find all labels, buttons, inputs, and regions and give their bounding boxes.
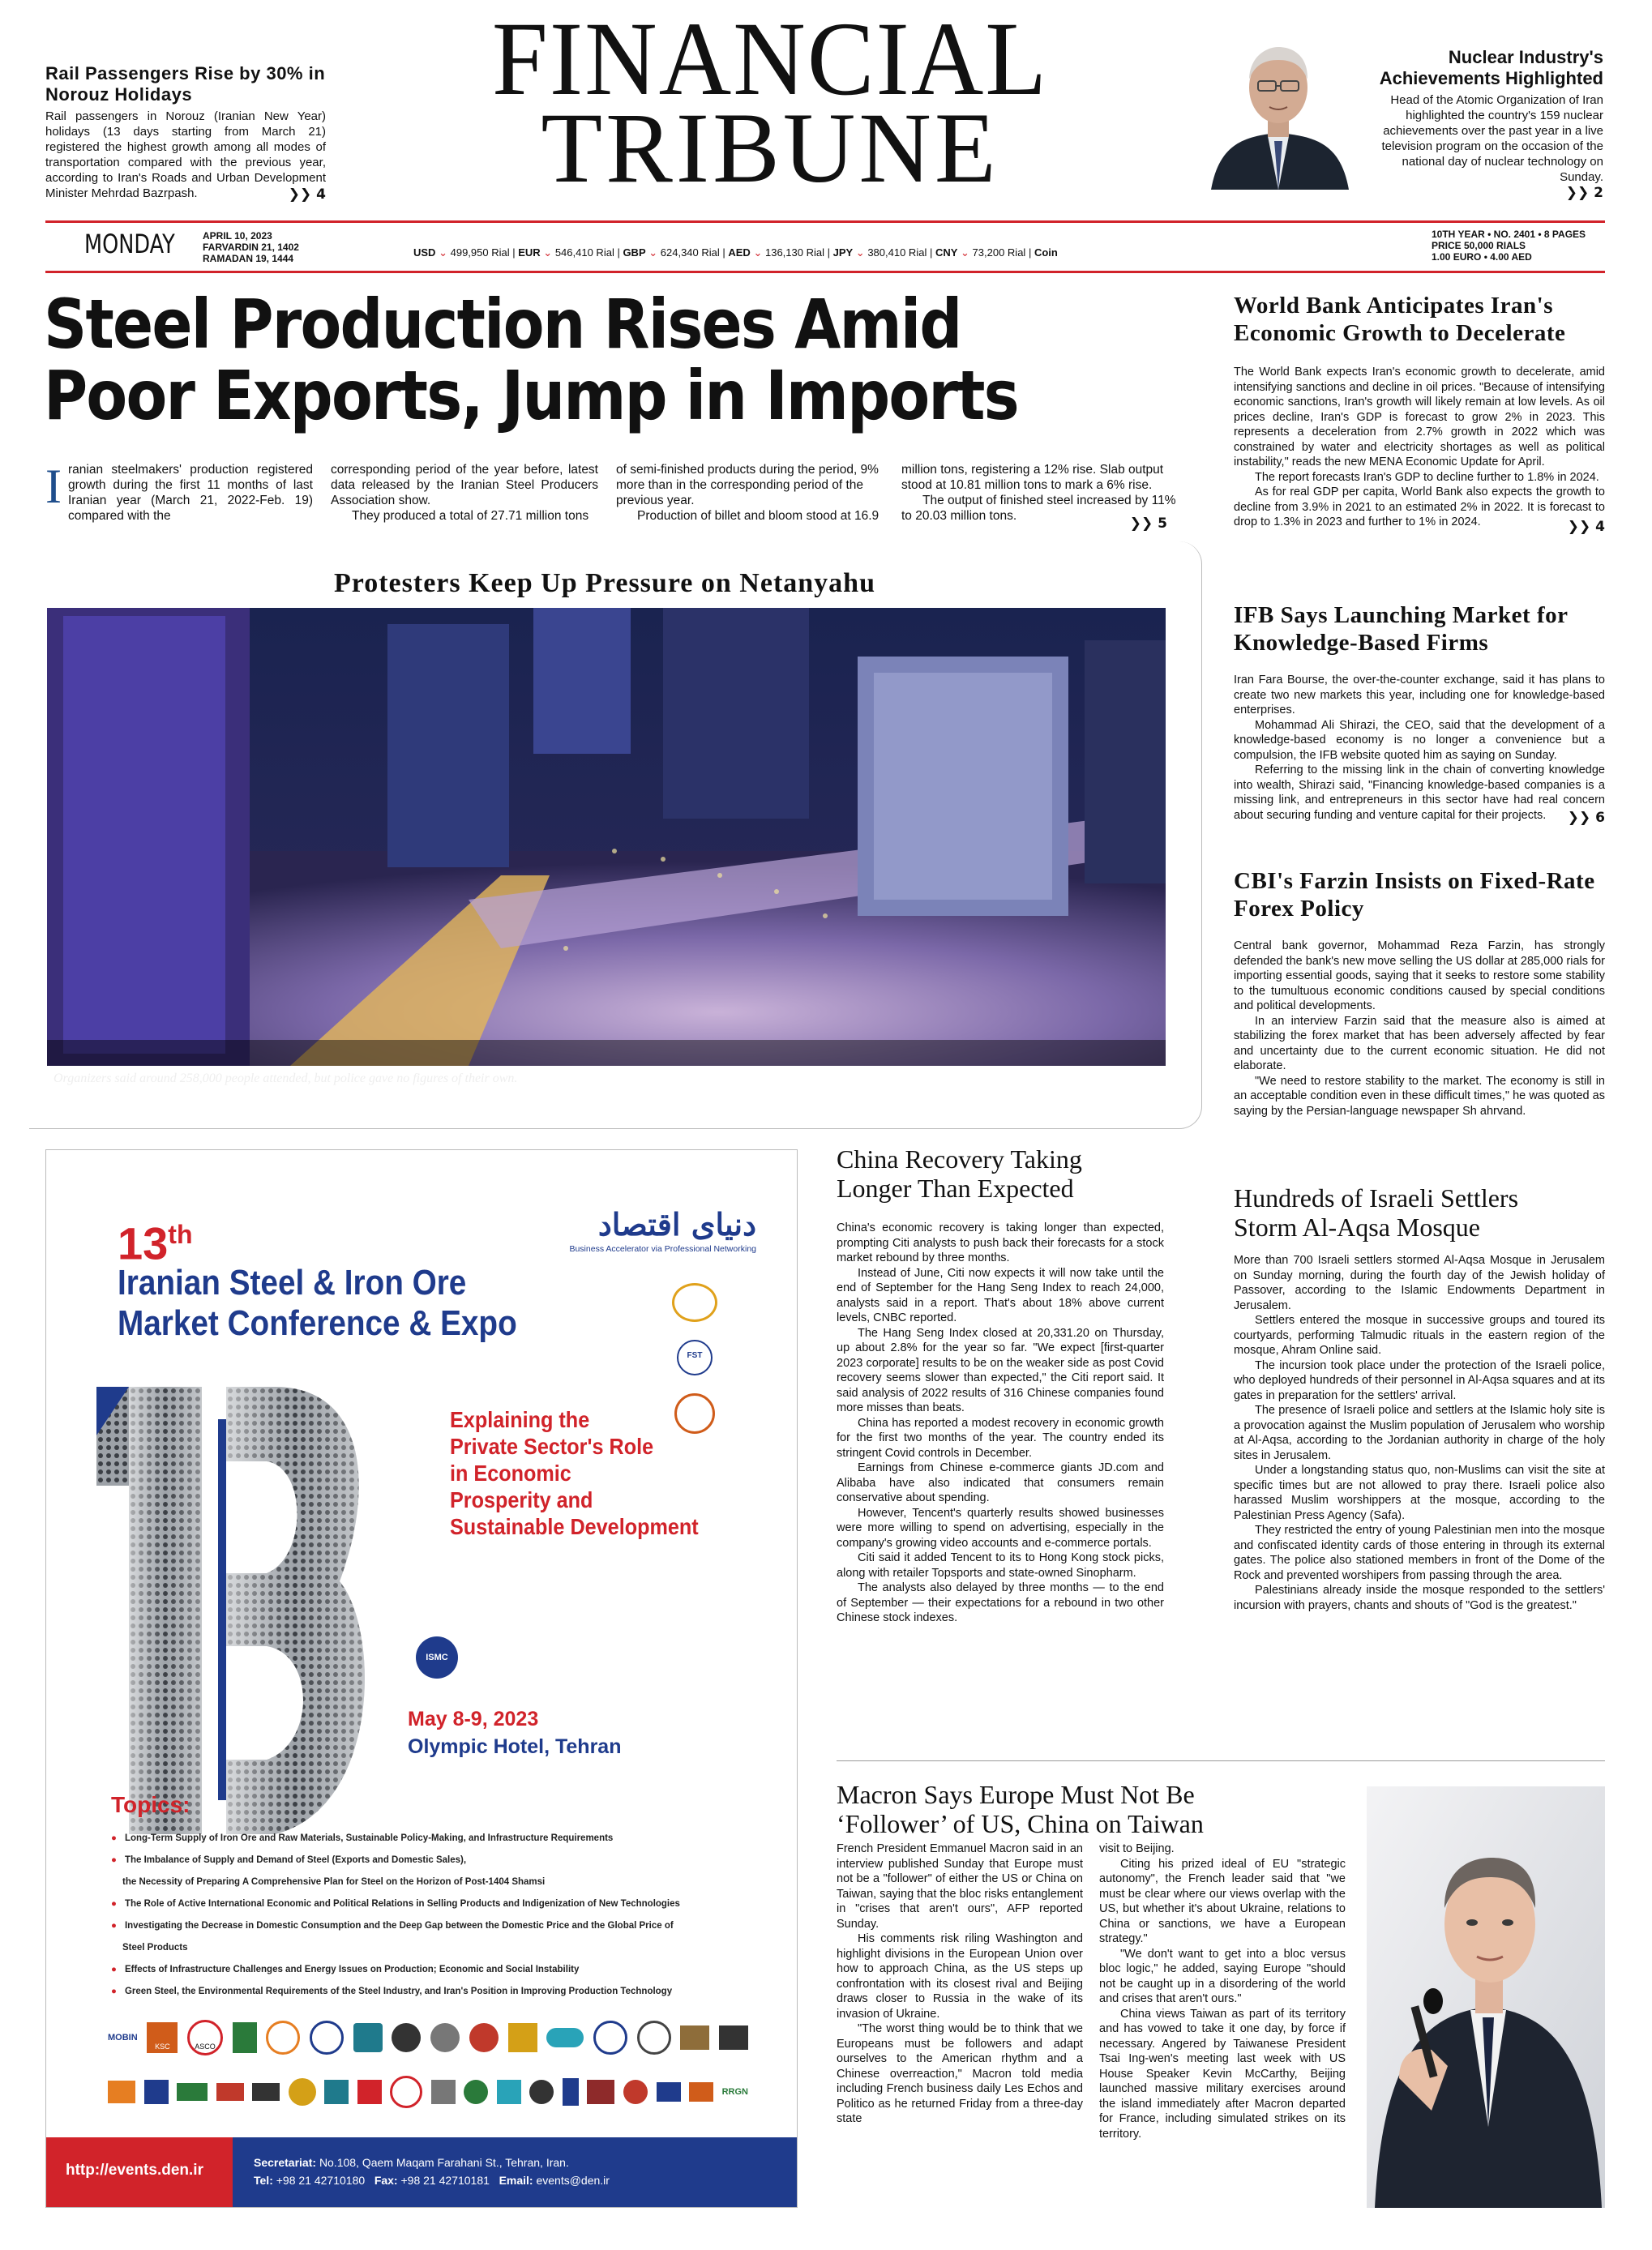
macron-c2-p4: China views Taiwan as part of its territory and has vowed to take it one day, by force if necessary. Angered by Taiwanese President Tsai Ing-wen's meeting last week with US House Speaker Kevin McCarthy, Beijing launched massive military exercises around the island immediately after Macron departed for France, including simulated strikes on its territory. <box>1099 2007 1346 2141</box>
date-persian: FARVARDIN 21, 1402 <box>203 242 299 253</box>
sponsor-logo <box>108 2081 135 2103</box>
masthead-date <box>203 230 299 264</box>
lead-drop-cap: I <box>45 460 62 513</box>
lead-ref: 5 <box>1158 515 1167 532</box>
sponsor-row-1 <box>108 2017 748 2058</box>
aqsa-story[interactable] <box>1234 1183 1605 1613</box>
aqsa-p2: Settlers entered the mosque in successive groups and toured its courtyards, performing Talmudic rituals in the eastern region of the mosque, Ahram Online said. <box>1234 1314 1605 1357</box>
ad-title-line2: Market Conference & Expo <box>118 1303 517 1343</box>
masthead-title[interactable] <box>413 0 1127 203</box>
sponsor-logo <box>353 2023 383 2052</box>
lead-col2a: corresponding period of the year before, latest data released by the Iranian Steel Producers Association show. <box>331 463 598 507</box>
teaser-left-ref: 4 <box>316 186 326 203</box>
currency-jpy: JPY ⌄ 380,410 Rial <box>832 246 927 259</box>
ad-date: May 8-9, 2023 <box>408 1708 539 1730</box>
sponsor-rrgn-logo: RRGN <box>721 2087 748 2097</box>
ad-tagline-l1: Explaining the <box>450 1407 590 1432</box>
sponsor-logo <box>689 2082 713 2102</box>
teaser-left[interactable] <box>45 63 326 203</box>
topic-item: ● Effects of Infrastructure Challenges and Energy Issues on Production; Economic and Social Instability <box>111 1965 580 1974</box>
sponsor-logo <box>593 2021 627 2055</box>
ad-tagline-l3: in Economic <box>450 1461 571 1486</box>
ad-footer <box>46 2137 797 2207</box>
ad-tagline <box>450 1406 727 1540</box>
cbi-p3: "We need to restore stability to the market. The economy is still in an acceptable condition even in these difficult times," he was quoted as saying by the Persian-language newspaper Sh ahrvand. <box>1234 1074 1605 1118</box>
aqsa-p5: Under a longstanding status quo, non-Muslims can visit the site at specific times but are not allowed to pray there. Israeli police also harassed Muslim worshippers at the mosque, according to the Palestinian Press Agency (Safa). <box>1234 1464 1605 1522</box>
email-value[interactable]: events@den.ir <box>536 2174 610 2187</box>
bullet-icon: ● <box>111 1965 117 1974</box>
sponsor-asco-logo: ASCO <box>187 2020 223 2055</box>
secretariat-address: No.108, Qaem Maqam Farahani St., Tehran, Iran. <box>319 2156 569 2169</box>
double-chevron-icon: ❯❯ <box>1121 1072 1145 1088</box>
china-p4: China has reported a modest recovery in economic growth for the first two months of the year. The country ended its stringent Covid controls in December. <box>837 1416 1164 1460</box>
ifb-headline: IFB Says Launching Market for Knowledge-Based Firms <box>1234 602 1568 656</box>
ifb-ref: 6 <box>1595 810 1605 826</box>
photo-story-headline[interactable]: Protesters Keep Up Pressure on Netanyahu <box>333 568 875 598</box>
macron-story[interactable] <box>837 1780 1355 1838</box>
lead-headline-line1: Steel Production Rises Amid <box>44 284 961 364</box>
lead-col1: ranian steelmakers' production registered growth during the first 11 months of last Iranian year (March 21, 2022-Feb. 19) compared with the <box>67 463 313 523</box>
sponsor-logo <box>392 2023 421 2052</box>
protest-photo <box>47 608 1166 1066</box>
currency-cny: CNY ⌄ 73,200 Rial <box>935 246 1026 259</box>
china-p5: Earnings from Chinese e-commerce giants JD.com and Alibaba have also indicated that consumers remain conservative about spending. <box>837 1461 1164 1504</box>
china-story[interactable] <box>837 1144 1164 1626</box>
cbi-p2: In an interview Farzin said that the measure also is aimed at stabilizing the forex market that has been adversely affected by fear and uncertainty due to the current economic situation. He did not elaborate. <box>1234 1014 1605 1072</box>
double-chevron-icon: ❯❯ <box>288 186 312 203</box>
currency-ticker[interactable]: USD ⌄ 499,950 Rial | EUR ⌄ 546,410 Rial | GBP ⌄ 624,340 Rial | AED ⌄ 136,130 Rial | JPY ⌄ 380,410 Rial | CNY ⌄ 73,200 Rial | Coin <box>413 246 1058 259</box>
sidebar-story-cbi[interactable] <box>1234 867 1605 1119</box>
sponsor-logo <box>623 2080 648 2104</box>
teaser-right-headline: Nuclear Industry's Achievements Highlighted <box>1379 47 1603 88</box>
macron-headline-line1: Macron Says Europe Must Not Be <box>837 1780 1195 1809</box>
topic-item-cont: Steel Products <box>122 1943 188 1953</box>
sponsor-logo <box>233 2022 257 2053</box>
sponsor-logo <box>672 1283 717 1322</box>
sponsor-logo <box>357 2080 382 2104</box>
macron-c2-p3: "We don't want to get into a bloc versus bloc logic," he added, saying Europe "should not be caught up in a disordering of the world and crises that aren't ours." <box>1099 1947 1346 2005</box>
worldbank-ref: 4 <box>1595 518 1605 535</box>
lead-col3a: of semi-finished products during the period, 9% more than in the corresponding period of the previous year. <box>616 463 879 507</box>
issue-price: PRICE 50,000 RIALS <box>1432 240 1526 251</box>
topic-item: ● The Role of Active International Economic and Political Relations in Selling Products and Indigenization of New Technologies <box>111 1899 680 1909</box>
worldbank-p2: The report forecasts Iran's GDP to decline further to 1.8% in 2024. <box>1255 470 1599 484</box>
sponsor-logo <box>216 2083 244 2101</box>
sidebar-story-ifb[interactable] <box>1234 601 1605 826</box>
email-label: Email: <box>499 2174 533 2187</box>
teaser-right-ref: 2 <box>1594 185 1603 201</box>
sponsor-mobin-logo: MOBIN <box>108 2033 138 2043</box>
ad-venue: Olympic Hotel, Tehran <box>408 1735 622 1758</box>
currency-aed: AED ⌄ 136,130 Rial <box>728 246 824 259</box>
china-p2: Instead of June, Citi now expects it will now take until the end of September for the Hang Seng Index to reach 24,000, analysts said in a report. That's about 18% above current levels, CNBC reported. <box>837 1266 1164 1324</box>
teaser-right[interactable] <box>1297 47 1603 201</box>
sponsor-logo <box>563 2078 579 2106</box>
macron-c2-p1: visit to Beijing. <box>1099 1842 1175 1855</box>
topic-item: ● Green Steel, the Environmental Requirements of the Steel Industry, and Iran's Position in Improving Production Technology <box>111 1987 673 1996</box>
masthead-title-line2: TRIBUNE <box>541 92 999 203</box>
worldbank-p3: As for real GDP per capita, World Bank also expects the growth to decline from 3.9% in 2021 to an estimated 2% in 2022. It is forecast to drop to 1.3% in 2023 and further to 1% in 2024. <box>1234 486 1605 528</box>
fax-label: Fax: <box>374 2174 398 2187</box>
date-hijri: RAMADAN 19, 1444 <box>203 253 294 264</box>
sponsor-logo <box>508 2023 537 2052</box>
ad-brand <box>521 1207 756 1254</box>
photo-caption: Organizers said around 258,000 people attended, but police gave no figures of their own. <box>53 1072 518 1085</box>
sidebar-story-worldbank[interactable] <box>1234 292 1605 535</box>
cbi-headline: CBI's Farzin Insists on Fixed-Rate Forex Policy <box>1234 868 1595 922</box>
aqsa-p4: The presence of Israeli police and settlers at the Islamic holy site is a provocation against the Muslim population of Jerusalem who worship at Al-Aqsa, according to the Jordanian authority in charge of the holy sites in Jerusalem. <box>1234 1404 1605 1462</box>
sponsor-logo <box>431 2080 456 2104</box>
macron-c1-p3: "The worst thing would be to think that we Europeans must be followers and adapt ourselves to the American rhythm and a Chinese overreaction," Macron told media including French business daily Les Echos and Politico as he returned Friday from a three-day state <box>837 2022 1083 2125</box>
ismc-logo: ISMC <box>416 1636 458 1679</box>
sponsor-logo <box>587 2080 614 2104</box>
bullet-icon: ● <box>111 1987 117 1996</box>
photo-story-ref: 8 <box>1149 1072 1159 1088</box>
sponsor-logo <box>144 2080 169 2104</box>
masthead-day: MONDAY <box>84 229 175 259</box>
bullet-icon: ● <box>111 1855 117 1865</box>
lead-headline-line2: Poor Exports, Jump in Imports <box>44 356 1018 435</box>
currency-usd: USD ⌄ 499,950 Rial <box>413 246 510 259</box>
china-p8: The analysts also delayed by three months — to the end of September — their expectations for a rebound in two other Chinese stock indexes. <box>837 1581 1164 1624</box>
ad-url[interactable]: http://events.den.ir <box>66 2162 203 2179</box>
fax-value: +98 21 42710181 <box>400 2174 490 2187</box>
ifb-p1: Iran Fara Bourse, the over-the-counter exchange, said it has plans to create two new markets this year, including one for knowledge-based enterprises. <box>1234 674 1605 716</box>
topic-item: ● Long-Term Supply of Iron Ore and Raw Materials, Sustainable Policy-Making, and Infrastructure Requirements <box>111 1833 614 1843</box>
masthead-title-line1: FINANCIAL <box>491 0 1049 118</box>
aqsa-p1: More than 700 Israeli settlers stormed Al-Aqsa Mosque in Jerusalem on Sunday morning, during the fourth day of the Jewish holiday of Passover, according to the Islamic Endowments Department in Jerusalem. <box>1234 1254 1605 1312</box>
currency-gbp: GBP ⌄ 624,340 Rial <box>623 246 720 259</box>
macron-c1-p2: His comments risk riling Washington and highlight divisions in the European Union over how to approach China, as the US steps up confrontation with its closest rival and Beijing draws closer to Russia in the wake of its invasion of Ukraine. <box>837 1932 1083 2021</box>
bullet-icon: ● <box>111 1899 117 1909</box>
section-divider <box>837 1760 1605 1761</box>
ad-title-line1: Iranian Steel & Iron Ore <box>118 1263 467 1303</box>
sponsor-logo <box>469 2023 499 2052</box>
aqsa-p6: They restricted the entry of young Palestinian men into the mosque and confiscated identity cards of those entering in through its external gates. The police also stationed members in front of the Dome of the Rock and prevented worshipers from passing through the area. <box>1234 1524 1605 1582</box>
sponsor-logo <box>637 2021 671 2055</box>
sponsor-logo <box>390 2076 422 2108</box>
double-chevron-icon: ❯❯ <box>1567 810 1591 826</box>
sponsor-logo <box>324 2080 349 2104</box>
currency-coin: Coin <box>1034 246 1058 259</box>
ad-topics-title: Topics: <box>111 1792 190 1817</box>
ad-tagline-l4: Prosperity and <box>450 1487 593 1512</box>
ifb-p3: Referring to the missing link in the chain of converting knowledge into wealth, Shirazi said, "Financing knowledge-based companies is a missing link, and entrepreneurs in this sector have had real concern about securing funding and venture capital for their projects. <box>1234 764 1605 822</box>
ad-tagline-l5: Sustainable Development <box>450 1514 699 1539</box>
aqsa-p7: Palestinians already inside the mosque responded to the settlers' incursion with prayers, chants and shouts of "God is the greatest." <box>1234 1584 1605 1612</box>
ad-brand-persian: دنیای اقتصاد <box>597 1206 756 1243</box>
worldbank-p1: The World Bank expects Iran's economic growth to decelerate, amid intensifying sanctions and decline in oil prices. "Because of intensifying economic sanctions, Iran's growth will likely remain at low levels. As oil prices decline, Iran's GDP is forecast to grow 2% in 2023. This represents a deceleration from 2.7% growth in 2022 which was constrained by water and electricity shortages as well as political instability," reads the new MENA Economic Update for April. <box>1234 366 1605 468</box>
tel-label: Tel: <box>254 2174 273 2187</box>
china-p1: China's economic recovery is taking longer than expected, prompting Citi analysts to push back their forecasts for a stock market rebound by three months. <box>837 1221 1164 1264</box>
topic-item: ● Investigating the Decrease in Domestic Consumption and the Deep Gap between the Domestic Price and the Global Price of <box>111 1921 674 1931</box>
sponsor-logo <box>464 2080 488 2104</box>
ad-topics <box>111 1828 776 2003</box>
sponsor-logo <box>719 2025 748 2050</box>
sponsor-logo <box>266 2021 300 2055</box>
sponsor-fst-logo: FST <box>677 1340 713 1375</box>
lead-col4a: million tons, registering a 12% rise. Slab output stood at 10.81 million tons to mark a 6% rise. <box>901 463 1164 492</box>
tel-value: +98 21 42710180 <box>276 2174 366 2187</box>
sponsor-logo <box>546 2028 584 2047</box>
ad-13-graphic <box>96 1387 388 1834</box>
issue-info <box>1432 229 1586 263</box>
topic-item-cont: the Necessity of Preparing A Comprehensive Plan for Steel on the Horizon of Post-1404 Shamsi <box>122 1877 546 1887</box>
double-chevron-icon: ❯❯ <box>1565 185 1590 201</box>
bullet-icon: ● <box>111 1833 117 1843</box>
currency-eur: EUR ⌄ 546,410 Rial <box>518 246 614 259</box>
ad-frame[interactable] <box>45 1149 798 2208</box>
macron-headline-line2: ‘Follower’ of US, China on Taiwan <box>837 1809 1204 1838</box>
lead-body <box>45 462 1176 535</box>
sponsor-logo <box>430 2023 460 2052</box>
sponsor-ksc-logo: KSC <box>147 2022 178 2053</box>
teaser-left-body: Rail passengers in Norouz (Iranian New Year) holidays (13 days starting from March 21) registered the highest growth among all modes of transportation compared with the previous year, according to Iran's Roads and Urban Development Minister Mehrdad Bazrpash. <box>45 109 326 200</box>
sponsor-logo <box>177 2083 208 2101</box>
teaser-left-headline: Rail Passengers Rise by 30% in Norouz Holidays <box>45 63 326 105</box>
china-p7: Citi said it added Tencent to its to Hong Kong stock picks, along with retailer Topsports and state-owned Sinopharm. <box>837 1551 1164 1580</box>
lead-col2b: They produced a total of 27.71 million tons <box>352 509 589 523</box>
bullet-icon: ● <box>111 1921 117 1931</box>
lead-col3b: Production of billet and bloom stood at 16.9 <box>637 509 879 523</box>
sponsor-logo <box>310 2021 344 2055</box>
ad-brand-tagline: Business Accelerator via Professional Networking <box>569 1244 756 1254</box>
china-p3: The Hang Seng Index closed at 20,331.20 on Thursday, up about 2.8% for the year so far. "We expect [first-quarter 2023 corporate] results to be on the weaker side as post Covid recovery seems slower than expected," the Citi report said. It said analysis of 2022 results of 316 Chinese companies found more misses than beats. <box>837 1326 1164 1414</box>
double-chevron-icon: ❯❯ <box>1567 518 1591 535</box>
macron-c1-p1: French President Emmanuel Macron said in an interview published Sunday that Europe must not be a "follower" of either the US or China on Taiwan, saying that the bloc risks entanglement in "crises that aren't ours", AFP reported Sunday. <box>837 1842 1083 1931</box>
ifb-p2: Mohammad Ali Shirazi, the CEO, said that the development of a knowledge-based economy is no longer a convenience but a compulsion, the IFB website quoted him as saying on Sunday. <box>1234 718 1605 762</box>
macron-c2-p2: Citing his prized ideal of EU "strategic autonomy", the French leader said that "we must be clear where our views overlap with the US, but whether it's about Ukraine, relations to China or sanctions, we have a European strategy." <box>1099 1857 1346 1945</box>
masthead-top-rule <box>45 220 1605 223</box>
sponsor-logo <box>657 2082 681 2102</box>
sponsor-row-2 <box>108 2074 748 2110</box>
sponsor-logo <box>680 2025 709 2050</box>
china-p6: However, Tencent's quarterly results showed businesses were more willing to spend on advertising, especially in the company's growing video accounts and e-commerce portals. <box>837 1506 1164 1550</box>
double-chevron-icon: ❯❯ <box>1129 515 1153 532</box>
lead-col4b: The output of finished steel increased by 11% to 20.03 million tons. <box>901 494 1176 523</box>
china-headline: China Recovery Taking Longer Than Expected <box>837 1144 1082 1203</box>
worldbank-headline: World Bank Anticipates Iran's Economic Growth to Decelerate <box>1234 293 1566 346</box>
issue-number: 10TH YEAR • NO. 2401 • 8 PAGES <box>1432 229 1586 240</box>
topic-item: ● The Imbalance of Supply and Demand of Steel (Exports and Domestic Sales), <box>111 1855 467 1865</box>
date-gregorian: APRIL 10, 2023 <box>203 230 272 242</box>
masthead-bottom-rule <box>45 271 1605 273</box>
macron-photo <box>1367 1786 1605 2208</box>
secretariat-label: Secretariat: <box>254 2156 317 2169</box>
cbi-p1: Central bank governor, Mohammad Reza Farzin, has strongly defended the bank's new move selling the US dollar at 285,000 rials for importing essential goods, saying that it seeks to restore some stability to the tumultuous economic conditions caused by special conditions and political developments. <box>1234 939 1605 1012</box>
sponsor-logo <box>529 2080 554 2104</box>
lead-headline[interactable] <box>44 284 1211 435</box>
aqsa-p3: The incursion took place under the protection of the Israeli police, who deployed hundreds of their personnel in Al-Aqsa squares and at its gates in preparation for the settlers' arrival. <box>1234 1358 1605 1402</box>
ad-secretariat-box <box>233 2137 797 2207</box>
ad-tagline-l2: Private Sector's Role <box>450 1434 654 1459</box>
sponsor-logo <box>497 2080 521 2104</box>
sponsor-logo <box>252 2083 280 2101</box>
aqsa-headline: Hundreds of Israeli Settlers Storm Al-Aqsa Mosque <box>1234 1183 1519 1242</box>
sponsor-logo <box>289 2078 316 2106</box>
teaser-right-body: Head of the Atomic Organization of Iran highlighted the country's 159 nuclear achievements over the past year in a live television program on the occasion of the national day of nuclear technology on Sunday. <box>1381 93 1603 184</box>
ad-number: 13th <box>118 1217 193 1269</box>
issue-price-foreign: 1.00 EURO • 4.00 AED <box>1432 251 1532 263</box>
ad-url-box[interactable] <box>46 2137 233 2207</box>
